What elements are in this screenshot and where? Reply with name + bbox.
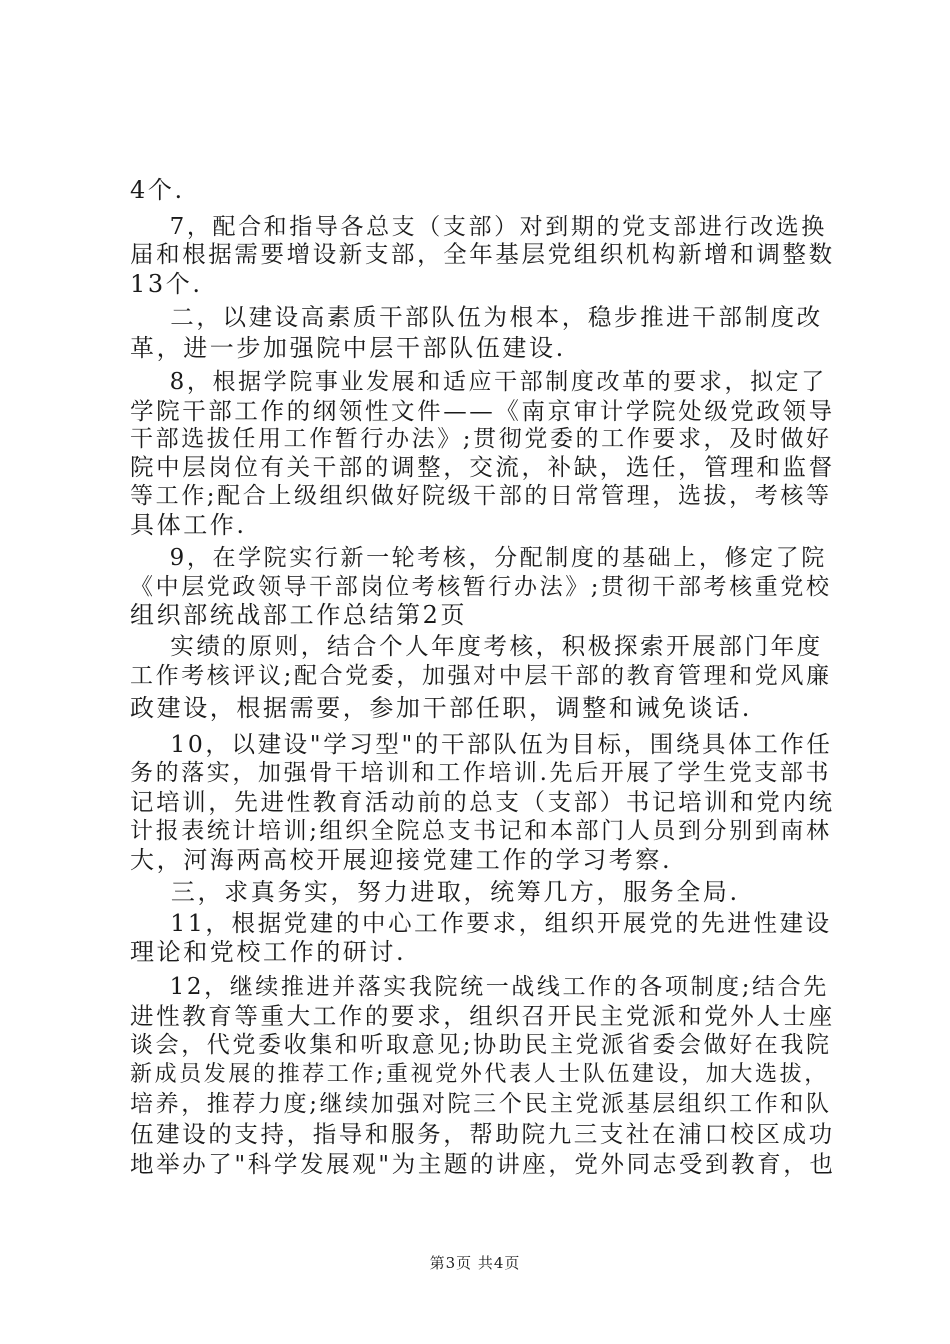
text-line: 13个.	[130, 270, 203, 298]
text-line: 培养，推荐力度;继续加强对院三个民主党派基层组织工作和队	[130, 1091, 832, 1117]
text-line: 具体工作.	[130, 511, 247, 539]
text-line: 7，配合和指导各总支（支部）对到期的党支部进行改选换	[130, 214, 827, 240]
text-line: 伍建设的支持，指导和服务，帮助院九三支社在浦口校区成功	[130, 1120, 835, 1148]
text-line: 进性教育等重大工作的要求，组织召开民主党派和党外人士座	[130, 1002, 835, 1030]
text-line: 谈会，代党委收集和听取意见;协助民主党派省委会做好在我院	[130, 1032, 832, 1058]
text-line: 等工作;配合上级组织做好院级干部的日常管理，选拔，考核等	[130, 483, 832, 509]
text-line: 记培训，先进性教育活动前的总支（支部）书记培训和党内统	[130, 788, 835, 816]
text-line: 院中层岗位有关干部的调整，交流，补缺，选任，管理和监督	[130, 453, 835, 481]
text-line: 10，以建设"学习型"的干部队伍为目标，围绕具体工作任	[130, 730, 833, 758]
text-line: 大，河海两高校开展迎接党建工作的学习考察.	[130, 846, 673, 874]
text-line: 11，根据党建的中心工作要求，组织开展党的先进性建设	[130, 909, 832, 937]
text-line: 三，求真务实，努力进取，统筹几方，服务全局.	[130, 878, 740, 906]
text-line: 《中层党政领导干部岗位考核暂行办法》;贯彻干部考核重党校	[130, 574, 832, 600]
text-line: 实绩的原则，结合个人年度考核，积极探索开展部门年度	[130, 632, 823, 660]
text-line: 9，在学院实行新一轮考核，分配制度的基础上，修定了院	[130, 545, 827, 571]
text-line: 二，以建设高素质干部队伍为根本，稳步推进干部制度改	[130, 303, 823, 331]
text-line: 4个.	[130, 176, 185, 204]
page-footer: 第3页 共4页	[429, 1254, 521, 1272]
text-line: 政建设，根据需要，参加干部任职，调整和诫免谈话.	[130, 694, 753, 722]
text-line: 地举办了"科学发展观"为主题的讲座，党外同志受到教育，也	[130, 1150, 836, 1178]
text-line: 学院干部工作的纲领性文件——《南京审计学院处级党政领导	[130, 397, 835, 425]
text-line: 计报表统计培训;组织全院总支书记和本部门人员到分别到南林	[130, 818, 832, 844]
text-line: 12，继续推进并落实我院统一战线工作的各项制度;结合先	[130, 974, 829, 1000]
text-line: 届和根据需要增设新支部，全年基层党组织机构新增和调整数	[130, 240, 835, 268]
text-line: 组织部统战部工作总结第2页	[130, 601, 468, 629]
text-line: 务的落实，加强骨干培训和工作培训.先后开展了学生党支部书	[130, 760, 832, 786]
text-line: 理论和党校工作的研讨.	[130, 938, 407, 966]
text-line: 新成员发展的推荐工作;重视党外代表人士队伍建设，加大选拔，	[130, 1062, 829, 1087]
text-line: 工作考核评议;配合党委，加强对中层干部的教育管理和党风廉	[130, 663, 832, 689]
text-line: 干部选拔任用工作暂行办法》;贯彻党委的工作要求，及时做好	[130, 426, 832, 452]
text-line: 8，根据学院事业发展和适应干部制度改革的要求，拟定了	[130, 369, 827, 395]
text-line: 革，进一步加强院中层干部队伍建设.	[130, 334, 566, 362]
